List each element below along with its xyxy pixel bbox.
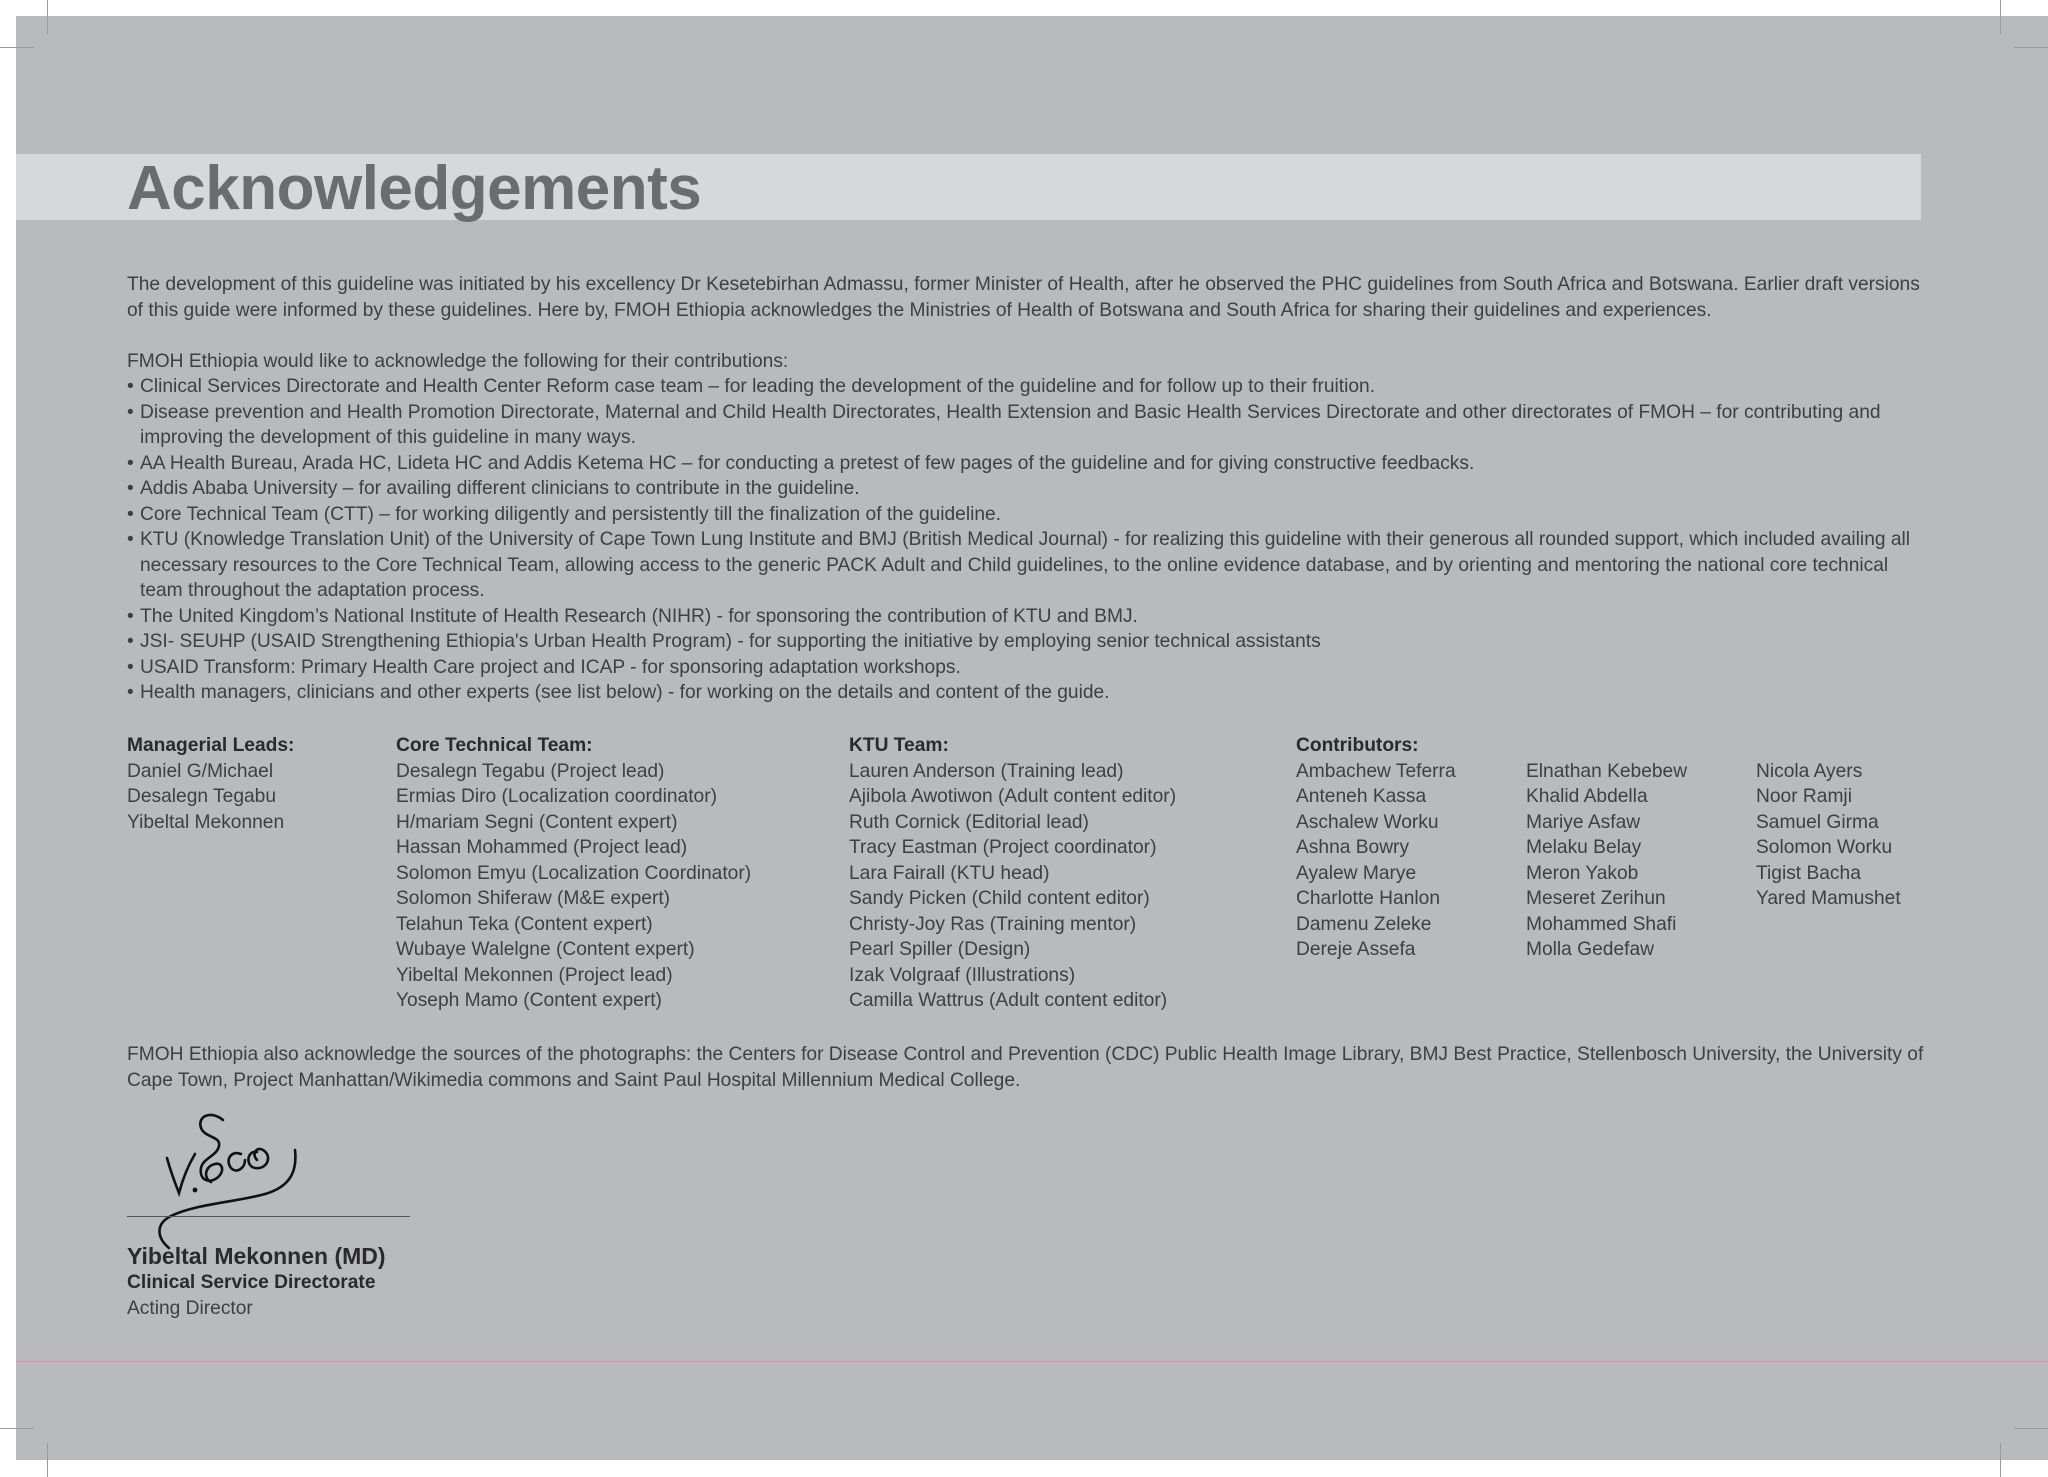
contributor: Molla Gedefaw [1526,939,1654,960]
contributor: Ambachew Teferra [1296,760,1456,782]
contribution-item: • Core Technical Team (CTT) – for working diligently and persistently till the finalization of the guideline. [127,502,1927,528]
contributions-lead: FMOH Ethiopia would like to acknowledge the following for their contributions: [127,350,789,372]
contributor: Mohammed Shafi [1526,913,1677,935]
crop-mark-bottom-right-h [2014,1428,2048,1429]
team-member: Ruth Cornick (Editorial lead) [849,811,1089,833]
acknowledgement-body [127,272,1927,706]
signer-name: Yibeltal Mekonnen (MD) [127,1243,386,1269]
footer-rule [16,1361,2048,1362]
signature-line [127,1216,410,1217]
contributor: Solomon Worku [1756,837,1893,858]
contribution-item: • The United Kingdom’s National Institute of Health Research (NIHR) - for sponsoring the contribution of KTU and BMJ. [127,604,1927,630]
team-member: Daniel G/Michael [127,760,274,782]
contributor: Anteneh Kassa [1296,786,1427,807]
team-member: Pearl Spiller (Design) [849,939,1031,960]
contributor: Melaku Belay [1526,837,1642,858]
contributor: Meseret Zerihun [1526,888,1666,909]
ktu-team-column [849,733,1176,1014]
contributors-column-2 [1526,759,1687,963]
contributor: Meron Yakob [1526,862,1639,884]
team-member: H/mariam Segni (Content expert) [396,811,678,833]
contributor: Mariye Asfaw [1526,811,1641,833]
contributors-column-3 [1756,759,1901,912]
team-member: Desalegn Tegabu (Project lead) [396,760,665,782]
contribution-item: • JSI- SEUHP (USAID Strengthening Ethiopia's Urban Health Program) - for supporting the initiative by employing senior technical assistants [127,629,1927,655]
team-member: Lauren Anderson (Training lead) [849,760,1124,782]
contributor: Elnathan Kebebew [1526,760,1688,782]
team-member: Telahun Teka (Content expert) [396,913,653,935]
crop-mark-top-right-h [2014,47,2048,48]
team-member: Tracy Eastman (Project coordinator) [849,837,1157,858]
contributor: Khalid Abdella [1526,786,1648,807]
crop-mark-bottom-right-v [2000,1443,2001,1477]
intro-paragraph: The development of this guideline was initiated by his excellency Dr Kesetebirhan Admassu, former Minister of Health, after he observed the PHC guidelines from South Africa and Botswana. Earlier draft versions of this guide were informed by these guidelines. Here by, FMOH Ethiopia acknowledges the Ministries of Health of Botswana and South Africa for sharing their guidelines and experiences. [127,274,1920,321]
contributor: Aschalew Worku [1296,811,1439,833]
contributors-column-1 [1296,733,1456,963]
team-member: Ermias Diro (Localization coordinator) [396,786,717,807]
contributor: Ashna Bowry [1296,837,1410,858]
team-member: Hassan Mohammed (Project lead) [396,837,688,858]
contributor: Dereje Assefa [1296,939,1416,960]
contribution-item: • KTU (Knowledge Translation Unit) of the University of Cape Town Lung Institute and BMJ (British Medical Journal) - for realizing this guideline with their generous all rounded support, which included availing all necessary resources to the Core Technical Team, allowing access to the generic PACK Adult and Child guidelines, to the online evidence database, and by orienting and mentoring the national core technical team throughout the adaptation process. [127,527,1927,604]
core-technical-team-column [396,733,751,1014]
contributor: Nicola Ayers [1756,760,1863,782]
contributor: Damenu Zeleke [1296,913,1432,935]
contributors-heading: Contributors: [1296,735,1419,756]
team-member: Camilla Wattrus (Adult content editor) [849,990,1168,1011]
contributor: Samuel Girma [1756,811,1879,833]
contributor: Ayalew Marye [1296,862,1417,884]
contribution-item: • Clinical Services Directorate and Health Center Reform case team – for leading the development of the guideline and for follow up to their fruition. [127,374,1927,400]
team-member: Yoseph Mamo (Content expert) [396,990,662,1011]
team-member: Izak Volgraaf (Illustrations) [849,964,1076,986]
contribution-item: • AA Health Bureau, Arada HC, Lideta HC and Addis Ketema HC – for conducting a pretest of few pages of the guideline and for giving constructive feedbacks. [127,451,1927,477]
contributions-list [127,374,1927,706]
handwritten-signature [145,1098,325,1263]
managerial-leads-column [127,733,294,835]
team-member: Solomon Emyu (Localization Coordinator) [396,862,752,884]
contribution-item: • Disease prevention and Health Promotion Directorate, Maternal and Child Health Directorates, Health Extension and Basic Health Services Directorate and other directorates of FMOH – for contributing and improving the development of this guideline in many ways. [127,400,1927,451]
team-member: Wubaye Walelgne (Content expert) [396,939,695,960]
contributor: Charlotte Hanlon [1296,888,1440,909]
contribution-item: • Addis Ababa University – for availing different clinicians to contribute in the guideline. [127,476,1927,502]
team-member: Ajibola Awotiwon (Adult content editor) [849,786,1177,807]
signer-role: Acting Director [127,1298,253,1319]
team-member: Desalegn Tegabu [127,786,277,807]
photo-sources-note: FMOH Ethiopia also acknowledge the sources of the photographs: the Centers for Disease Control and Prevention (CDC) Public Health Image Library, BMJ Best Practice, Stellenbosch University, the University of Cape Town, Project Manhattan/Wikimedia commons and Saint Paul Hospital Millennium Medical College. [127,1044,1924,1091]
managerial-leads-heading: Managerial Leads: [127,735,295,756]
team-member: Lara Fairall (KTU head) [849,862,1050,884]
signer-department: Clinical Service Directorate [127,1272,376,1293]
contributor: Noor Ramji [1756,786,1852,807]
team-member: Christy-Joy Ras (Training mentor) [849,913,1137,935]
crop-mark-bottom-left-h [0,1428,34,1429]
crop-mark-top-left-v [47,0,48,34]
crop-mark-top-right-v [2000,0,2001,34]
contributor: Tigist Bacha [1756,862,1861,884]
contribution-item: • Health managers, clinicians and other experts (see list below) - for working on the details and content of the guide. [127,680,1927,706]
ktu-team-heading: KTU Team: [849,735,949,756]
contribution-item: • USAID Transform: Primary Health Care project and ICAP - for sponsoring adaptation workshops. [127,655,1927,681]
page-title: Acknowledgements [127,154,702,223]
core-technical-team-heading: Core Technical Team: [396,735,593,756]
contributor: Yared Mamushet [1756,888,1901,909]
team-member: Solomon Shiferaw (M&E expert) [396,888,671,909]
team-member: Yibeltal Mekonnen (Project lead) [396,964,673,986]
crop-mark-top-left-h [0,47,34,48]
team-member: Sandy Picken (Child content editor) [849,888,1150,909]
crop-mark-bottom-left-v [47,1443,48,1477]
team-member: Yibeltal Mekonnen [127,811,285,833]
